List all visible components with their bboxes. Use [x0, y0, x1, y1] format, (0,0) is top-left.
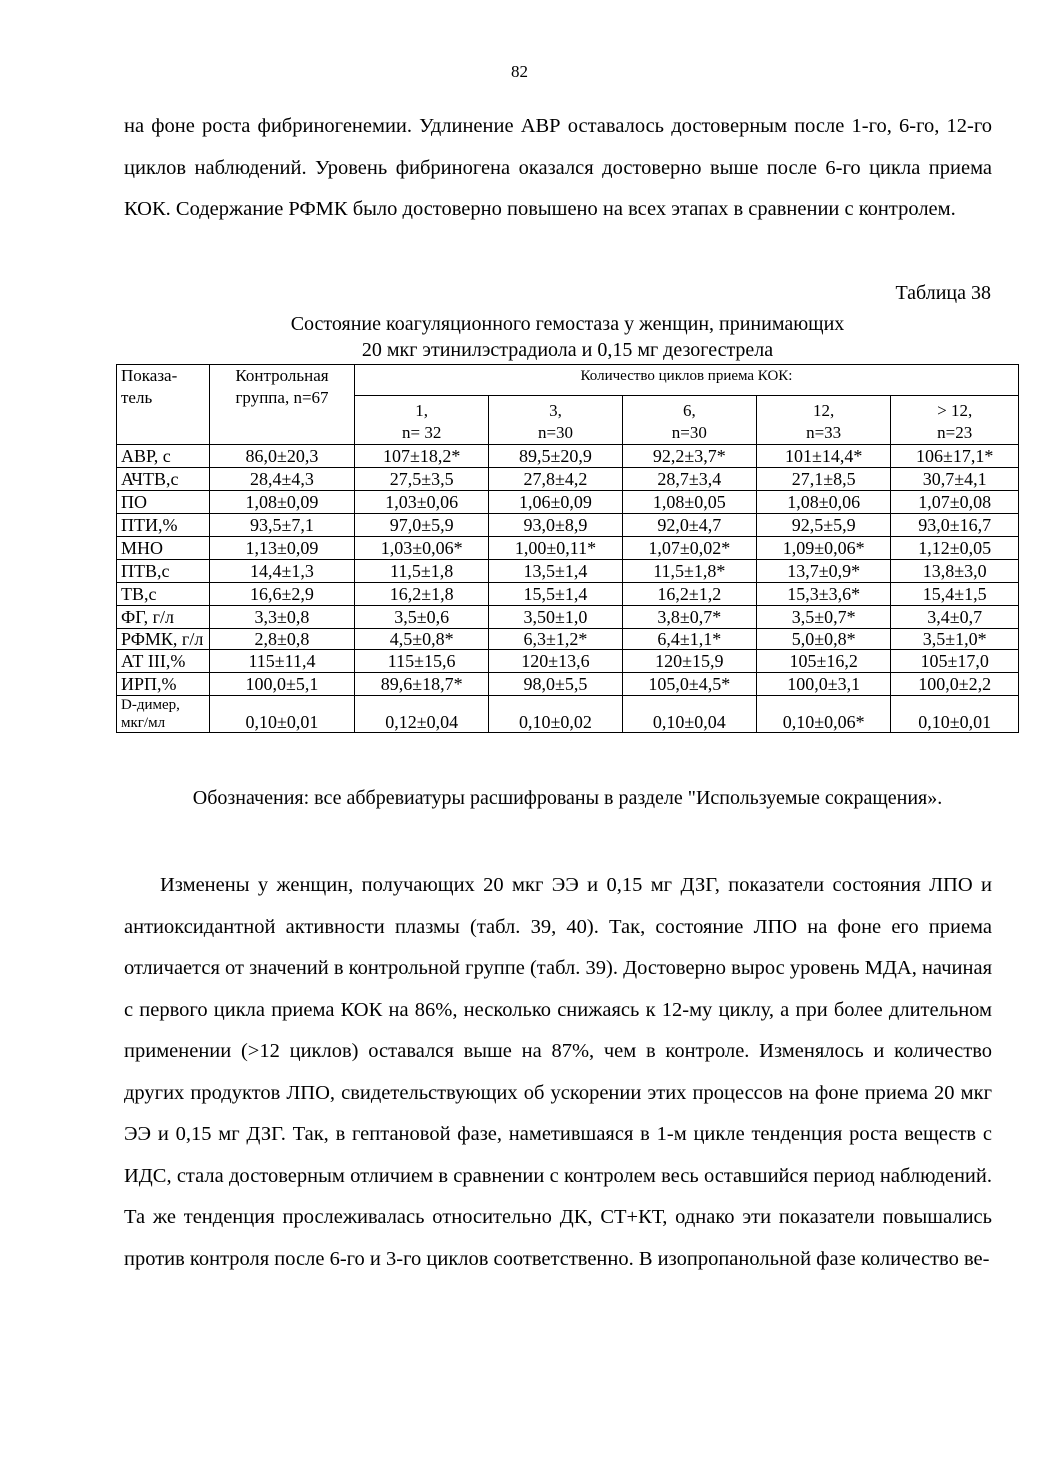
table-row — [117, 514, 1019, 537]
cycle-label: 6, — [682, 401, 696, 420]
table-cell: 30,7±4,1 — [891, 468, 1019, 491]
table-notes: Обозначения: все аббревиатуры расшифрованы в разделе "Используемые сокращения». — [192, 787, 943, 809]
header-cycles: Количество циклов приема КОК: — [355, 365, 1019, 396]
row-indicator: D-димер, мкг/мл — [117, 696, 210, 733]
row-indicator: МНО — [117, 537, 210, 560]
table-cell: 89,6±18,7* — [355, 673, 489, 696]
coagulation-table — [116, 364, 1019, 733]
table-cell: 93,5±7,1 — [210, 514, 355, 537]
table-cell: 0,10±0,01 — [210, 696, 355, 733]
table-cell: 100,0±2,2 — [891, 673, 1019, 696]
table-cell: 13,7±0,9* — [756, 560, 890, 583]
table-cell: 1,06±0,09 — [489, 491, 622, 514]
table-cell: 0,10±0,06* — [756, 696, 890, 733]
row-indicator: ТВ,с — [117, 583, 210, 606]
table-cell: 105±17,0 — [891, 650, 1019, 673]
table-cell: 2,8±0,8 — [210, 629, 355, 650]
header-cycle-column — [891, 396, 1019, 445]
header-control-group: Контрольная группа, n=67 — [210, 365, 355, 445]
cycle-n: n=30 — [671, 423, 707, 442]
table-cell: 15,5±1,4 — [489, 583, 622, 606]
table-cell: 107±18,2* — [355, 445, 489, 468]
table-cell: 3,3±0,8 — [210, 606, 355, 629]
table-cell: 6,4±1,1* — [622, 629, 756, 650]
table-cell: 14,4±1,3 — [210, 560, 355, 583]
table-cell: 5,0±0,8* — [756, 629, 890, 650]
table-cell: 89,5±20,9 — [489, 445, 622, 468]
header-cycle-column — [355, 396, 489, 445]
table-cell: 16,6±2,9 — [210, 583, 355, 606]
table-cell: 86,0±20,3 — [210, 445, 355, 468]
table-row — [117, 537, 1019, 560]
table-title-line2: 20 мкг этинилэстрадиола и 0,15 мг дезогестрела — [361, 339, 774, 361]
table-cell: 1,03±0,06* — [355, 537, 489, 560]
table-cell: 1,07±0,02* — [622, 537, 756, 560]
paragraph-intro: на фоне роста фибриногенемии. Удлинение АВР оставалось достоверным после 1-го, 6-го, 12-го циклов наблюдений. Уровень фибриногена оказался достоверно выше после 6-го цикла приема КОК. Содержание РФМК было достоверно повышено на всех этапах в сравнении с контролем. — [124, 115, 992, 220]
row-indicator: ПТВ,с — [117, 560, 210, 583]
table-cell: 4,5±0,8* — [355, 629, 489, 650]
table-row — [117, 673, 1019, 696]
table-cell: 1,08±0,05 — [622, 491, 756, 514]
table-cell: 0,10±0,01 — [891, 696, 1019, 733]
table-cell: 92,0±4,7 — [622, 514, 756, 537]
table-cell: 0,10±0,04 — [622, 696, 756, 733]
table-cell: 98,0±5,5 — [489, 673, 622, 696]
table-cell: 1,13±0,09 — [210, 537, 355, 560]
row-indicator: ПТИ,% — [117, 514, 210, 537]
table-cell: 115±11,4 — [210, 650, 355, 673]
table-row — [117, 491, 1019, 514]
table-cell: 92,5±5,9 — [756, 514, 890, 537]
table-cell: 106±17,1* — [891, 445, 1019, 468]
table-row — [117, 696, 1019, 733]
table-row — [117, 468, 1019, 491]
table-cell: 11,5±1,8 — [355, 560, 489, 583]
table-cell: 3,5±1,0* — [891, 629, 1019, 650]
table-cell: 115±15,6 — [355, 650, 489, 673]
header-indicator: Показа-тель — [117, 365, 210, 445]
row-indicator: ФГ, г/л — [117, 606, 210, 629]
table-cell: 100,0±3,1 — [756, 673, 890, 696]
table-cell: 100,0±5,1 — [210, 673, 355, 696]
table-cell: 101±14,4* — [756, 445, 890, 468]
table-cell: 3,5±0,6 — [355, 606, 489, 629]
table-cell: 27,5±3,5 — [355, 468, 489, 491]
cycle-n: n=30 — [537, 423, 574, 442]
header-cycle-column — [622, 396, 756, 445]
table-cell: 97,0±5,9 — [355, 514, 489, 537]
table-cell: 13,8±3,0 — [891, 560, 1019, 583]
row-indicator: ПО — [117, 491, 210, 514]
cycle-n: n=33 — [806, 423, 842, 442]
table-cell: 16,2±1,2 — [622, 583, 756, 606]
table-cell: 3,50±1,0 — [489, 606, 622, 629]
table-cell: 1,09±0,06* — [756, 537, 890, 560]
table-cell: 3,4±0,7 — [891, 606, 1019, 629]
row-indicator: АТ III,% — [117, 650, 210, 673]
table-cell: 92,2±3,7* — [622, 445, 756, 468]
table-cell: 0,12±0,04 — [355, 696, 489, 733]
table-cell: 1,00±0,11* — [489, 537, 622, 560]
row-indicator: АЧТВ,с — [117, 468, 210, 491]
cycle-label: 1, — [415, 401, 429, 420]
table-row — [117, 629, 1019, 650]
header-cycle-column — [756, 396, 890, 445]
cycle-label: > 12, — [937, 401, 973, 420]
cycle-n: n=23 — [937, 423, 973, 442]
table-row — [117, 445, 1019, 468]
table-cell: 1,07±0,08 — [891, 491, 1019, 514]
table-cell: 16,2±1,8 — [355, 583, 489, 606]
row-indicator: РФМК, г/л — [117, 629, 210, 650]
table-cell: 15,4±1,5 — [891, 583, 1019, 606]
table-cell: 3,5±0,7* — [756, 606, 890, 629]
table-cell: 28,4±4,3 — [210, 468, 355, 491]
cycle-label: 3, — [549, 401, 562, 420]
table-cell: 120±13,6 — [489, 650, 622, 673]
table-cell: 6,3±1,2* — [489, 629, 622, 650]
table-cell: 93,0±16,7 — [891, 514, 1019, 537]
table-cell: 105±16,2 — [756, 650, 890, 673]
table-row — [117, 606, 1019, 629]
page-number: 82 — [511, 62, 528, 81]
table-body — [117, 445, 1019, 733]
cycle-label: 12, — [813, 401, 835, 420]
table-cell: 1,03±0,06 — [355, 491, 489, 514]
table-cell: 27,8±4,2 — [489, 468, 622, 491]
row-indicator: АВР, с — [117, 445, 210, 468]
table-cell: 13,5±1,4 — [489, 560, 622, 583]
table-cell: 1,08±0,09 — [210, 491, 355, 514]
table-cell: 93,0±8,9 — [489, 514, 622, 537]
table-title-line1: Состояние коагуляционного гемостаза у женщин, принимающих — [290, 313, 845, 335]
table-cell: 1,08±0,06 — [756, 491, 890, 514]
header-cycle-column — [489, 396, 622, 445]
paragraph-main: Изменены у женщин, получающих 20 мкг ЭЭ и 0,15 мг ДЗГ, показатели состояния ЛПО и антиоксидантной активности плазмы (табл. 39, 40). Так, состояние ЛПО на фоне его приема отличается от значений в контрольной группе (табл. 39). Достоверно вырос уровень МДА, начиная с первого цикла приема КОК на 86%, несколько снижаясь к 12-му циклу, а при более длительном применении (>12 циклов) оставался выше на 87%, чем в контроле. Изменялось и количество других продуктов ЛПО, свидетельствующих об ускорении этих процессов на фоне приема 20 мкг ЭЭ и 0,15 мг ДЗГ. Так, в гептановой фазе, наметившаяся в 1-м цикле тенденция роста веществ с ИДС, стала достоверным отличием в сравнении с контролем весь оставшийся период наблюдений. Та же тенденция прослеживалась относительно ДК, СТ+КТ, однако эти показатели повышались против контроля после 6-го и 3-го циклов соответственно. В изопропанольной фазе количество ве- — [124, 874, 992, 1270]
table-row — [117, 650, 1019, 673]
table-cell: 3,8±0,7* — [622, 606, 756, 629]
table-title — [116, 311, 1019, 363]
table-cell: 120±15,9 — [622, 650, 756, 673]
table-cell: 28,7±3,4 — [622, 468, 756, 491]
table-cell: 15,3±3,6* — [756, 583, 890, 606]
table-cell: 11,5±1,8* — [622, 560, 756, 583]
table-cell: 0,10±0,02 — [489, 696, 622, 733]
table-row — [117, 560, 1019, 583]
table-cell: 1,12±0,05 — [891, 537, 1019, 560]
row-indicator: ИРП,% — [117, 673, 210, 696]
table-cell: 27,1±8,5 — [756, 468, 890, 491]
cycle-n: n= 32 — [401, 423, 442, 442]
table-row — [117, 583, 1019, 606]
table-label: Таблица 38 — [895, 282, 991, 304]
table-cell: 105,0±4,5* — [622, 673, 756, 696]
